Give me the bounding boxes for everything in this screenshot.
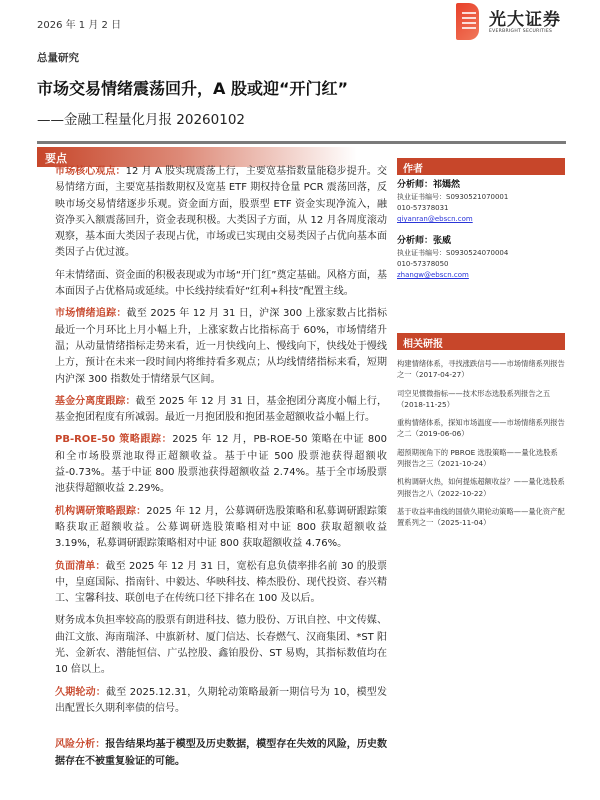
key-text: 2025 年 12 月，PB-ROE-50 策略在中证 800 和全市场股票池取得正超额收益。基于中证 500 股票池获得超额收益-0.73%。基于中证 800 股票池获得超额收益 2.74%。基于全市场股票池获得超额收益 2.29%。 — [55, 434, 387, 495]
report-subtitle: ——金融工程量化月报 20260102 — [37, 112, 246, 128]
related-report-item[interactable]: 重构情绪体系，探知市场温度——市场情绪系列报告之二（2019-06-06） — [397, 418, 565, 439]
key-text: 截至 2025.12.31，久期轮动策略最新一期信号为 10，模型发出配置长久期利率债的信号。 — [55, 686, 387, 714]
logo-en: EVERBRIGHT SECURITIES — [489, 29, 553, 34]
sidebar — [397, 158, 565, 536]
risk-analysis — [55, 737, 387, 770]
related-report-item[interactable]: 机构调研火热，如何提炼超额收益？——量化选股系列报告之八（2022-10-22） — [397, 477, 565, 498]
risk-label: 风险分析： — [55, 739, 106, 751]
key-text: 截至 2025 年 12 月 31 日，沪深 300 上涨家数占比指标最近一个月环比上月小幅上升，上涨家数占比指标高于 60%，市场情绪升温；从动量情绪指标走势来看，近一月快线向上、慢线向下，快线处于慢线上方，预计在未来一段时间内将维持看多观点；从均线情绪指标来看，短期内沪深 300 指数处于情绪景气区间。 — [55, 308, 388, 385]
author-card — [397, 179, 565, 225]
author-email-link[interactable]: qiyanran@ebscn.com — [397, 215, 473, 223]
related-report-item[interactable]: 司空见惯微指标——技术形态选股系列报告之五（2018-11-25） — [397, 388, 551, 409]
key-points-heading: 要点 — [37, 147, 357, 167]
key-text: 2025 年 12 月，公募调研选股策略和私募调研跟踪策略获取正超额收益。公募调研选股策略相对中证 800 获取超额收益 3.19%，私募调研跟踪策略相对中证 800 获取超额收益 4.76%。 — [55, 505, 388, 550]
authors-heading: 作者 — [397, 158, 565, 175]
risk-text: 报告结果均基于模型及历史数据，模型存在失效的风险，历史数据存在不被重复验证的可能。 — [55, 739, 387, 767]
author-name: 分析师：张威 — [397, 236, 452, 246]
author-phone: 010-57378031 — [397, 204, 449, 212]
key-point — [55, 306, 387, 387]
key-point — [55, 559, 387, 608]
author-email-link[interactable]: zhangw@ebscn.com — [397, 271, 469, 279]
related-report-item[interactable]: 构建情绪体系，寻找涨跌信号——市场情绪系列报告之一（2017-04-27） — [397, 359, 565, 380]
key-label: 负面清单： — [55, 560, 106, 572]
logo-cn: 光大证券 — [489, 10, 561, 30]
report-date: 2026 年 1 月 2 日 — [37, 20, 122, 31]
key-points-body — [55, 164, 387, 776]
key-text: 截至 2025 年 12 月 31 日，宽松有息负债率排名前 30 的股票中，皇庭国际、指南针、中毅达、华映科技、棒杰股份、现代投资、春兴精工、宝馨科技、联创电子在传统口径下排名在 100 及以后。 — [55, 560, 388, 605]
author-name: 分析师：祁嫣然 — [397, 180, 461, 190]
key-text: 12 月 A 股实现震荡上行，主要宽基指数量能稳步提升。交易情绪方面，主要宽基指数期权及宽基 ETF 期权持仓量 PCR 震荡回落，反映市场交易情绪逐步乐观。资金面方面，股票型 ETF 资金实现净流入，融资净买入额震荡回升，资金表现积极。大类因子方面，从 12 月各周度滚动观察，基本面大类因子表现占优，市场或已实现由交易类因子占优向基本面类因子占优过渡。 — [55, 166, 388, 259]
key-label: 市场核心观点： — [55, 166, 126, 177]
key-point — [55, 685, 387, 718]
report-title: 市场交易情绪震荡回升，A 股或迎“开门红” — [37, 79, 348, 98]
key-point — [55, 164, 387, 262]
key-point — [55, 432, 387, 497]
related-reports-list — [397, 358, 565, 529]
key-label: 机构调研策略跟踪： — [55, 505, 147, 517]
related-report-item[interactable]: 超预期视角下的 PBROE 选股策略——量化选股系列报告之三（2021-10-24） — [397, 447, 558, 469]
header-divider — [37, 141, 566, 144]
author-card — [397, 235, 565, 281]
key-point — [55, 268, 387, 301]
report-category: 总量研究 — [37, 52, 79, 64]
key-label: 市场情绪追踪： — [55, 308, 127, 320]
key-text: 截至 2025 年 12 月 31 日，基金抱团分离度小幅上行，基金抱团程度有所减弱。最近一月抱团股和抱团基金超额收益小幅上行。 — [55, 395, 387, 424]
author-phone: 010-57378050 — [397, 260, 449, 268]
key-text: 年末情绪面、资金面的积极表现或为市场“开门红”奠定基础。风格方面，基本面因子占优格局或延续。中长线持续看好“红利+科技”配置主线。 — [55, 269, 387, 298]
everbright-logo — [456, 3, 568, 43]
key-point — [55, 613, 387, 678]
key-point — [55, 394, 387, 427]
key-point — [55, 504, 387, 553]
key-text: 财务成本负担率较高的股票有朗进科技、德力股份、万讯自控、中文传媒、曲江文旅、海南瑞泽、中旗新材、厦门信达、长春燃气、汉商集团、*ST 阳光、金新农、潜能恒信、广弘控股、鑫铂股份、ST 易购，其指标数值均在 10 倍以上。 — [55, 615, 387, 676]
related-reports-heading: 相关研报 — [397, 333, 565, 350]
key-label: 基金分离度跟踪： — [55, 395, 136, 407]
key-label: PB-ROE-50 策略跟踪： — [55, 434, 173, 446]
author-license: 执业证书编号：S0930521070001 — [397, 193, 509, 201]
related-report-item[interactable]: 基于收益率曲线的国债久期轮动策略——量化资产配置系列之一（2025-11-04） — [397, 506, 565, 528]
key-label: 久期轮动： — [55, 686, 107, 698]
logo-mark-icon — [456, 3, 479, 40]
author-license: 执业证书编号：S0930524070004 — [397, 249, 509, 257]
